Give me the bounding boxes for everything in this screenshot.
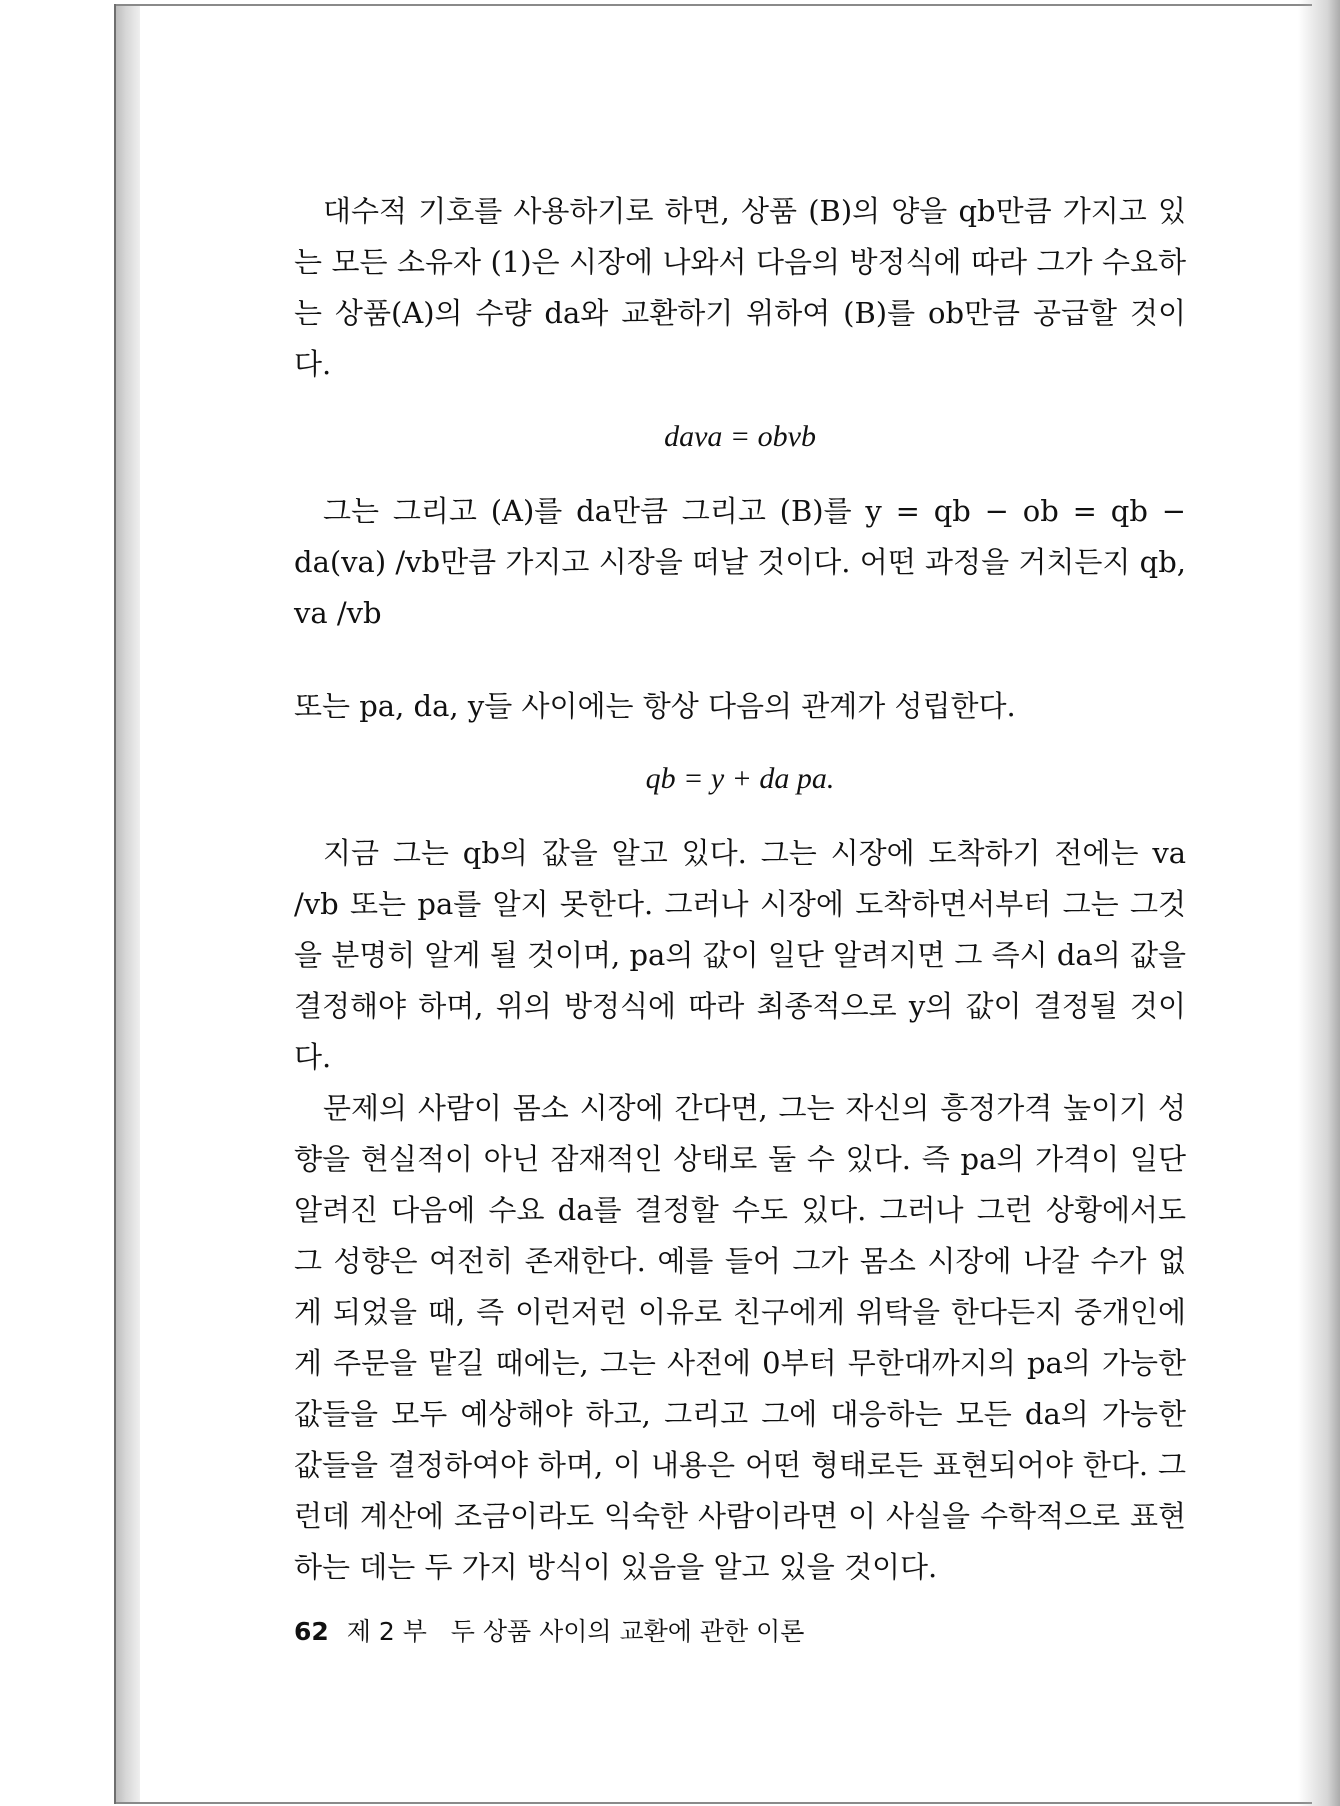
page-number: 62 [294, 1617, 329, 1646]
running-title: 제 2 부 두 상품 사이의 교환에 관한 이론 [346, 1617, 805, 1646]
paragraph-3: 또는 pa, da, y들 사이에는 항상 다음의 관계가 성립한다. [294, 689, 1016, 723]
page-body [294, 186, 1186, 1593]
paragraph-5: 문제의 사람이 몸소 시장에 간다면, 그는 자신의 흥정가격 높이기 성향을 현실적이 아닌 잠재적인 상태로 둘 수 있다. 즉 pa의 가격이 일단 알려진 다음에 수요 da를 결정할 수도 있다. 그러나 그런 상황에서도 그 성향은 여전히 존재한다. 예를 들어 그가 몸소 시장에 나갈 수가 없게 되었을 때, 즉 이런저런 이유로 친구에게 위탁을 한다든지 중개인에게 주문을 맡길 때에는, 그는 사전에 0부터 무한대까지의 pa의 가능한 값들을 모두 예상해야 하고, 그리고 그에 대응하는 모든 da의 가능한 값들을 결정하여야 하며, 이 내용은 어떤 형태로든 표현되어야 한다. 그런데 계산에 조금이라도 익숙한 사람이라면 이 사실을 수학적으로 표현하는 데는 두 가지 방식이 있음을 알고 있을 것이다. [294, 1091, 1186, 1584]
page-right-shadow [1298, 0, 1340, 1806]
equation-2: qb = y + da pa. [645, 762, 835, 795]
equation-1: dava = obvb [664, 420, 816, 453]
page-top-border [116, 4, 1312, 6]
paragraph-1: 대수적 기호를 사용하기로 하면, 상품 (B)의 양을 qb만큼 가지고 있는 모든 소유자 (1)은 시장에 나와서 다음의 방정식에 따라 그가 수요하는 상품(A)의 수량 da와 교환하기 위하여 (B)를 ob만큼 공급할 것이다. [294, 194, 1186, 381]
book-spine-edge [114, 4, 140, 1804]
page-footer [294, 1612, 1186, 1648]
paragraph-4: 지금 그는 qb의 값을 알고 있다. 그는 시장에 도착하기 전에는 va /vb 또는 pa를 알지 못한다. 그러나 시장에 도착하면서부터 그는 그것을 분명히 알게 될 것이며, pa의 값이 일단 알려지면 그 즉시 da의 값을 결정해야 하며, 위의 방정식에 따라 최종적으로 y의 값이 결정될 것이다. [294, 836, 1186, 1074]
page-bottom-border [116, 1802, 1312, 1804]
paragraph-gap [294, 639, 1186, 681]
paragraph-2: 그는 그리고 (A)를 da만큼 그리고 (B)를 y = qb − ob = qb − da(va) /vb만큼 가지고 시장을 떠날 것이다. 어떤 과정을 거치든지 qb, va /vb [294, 494, 1186, 630]
